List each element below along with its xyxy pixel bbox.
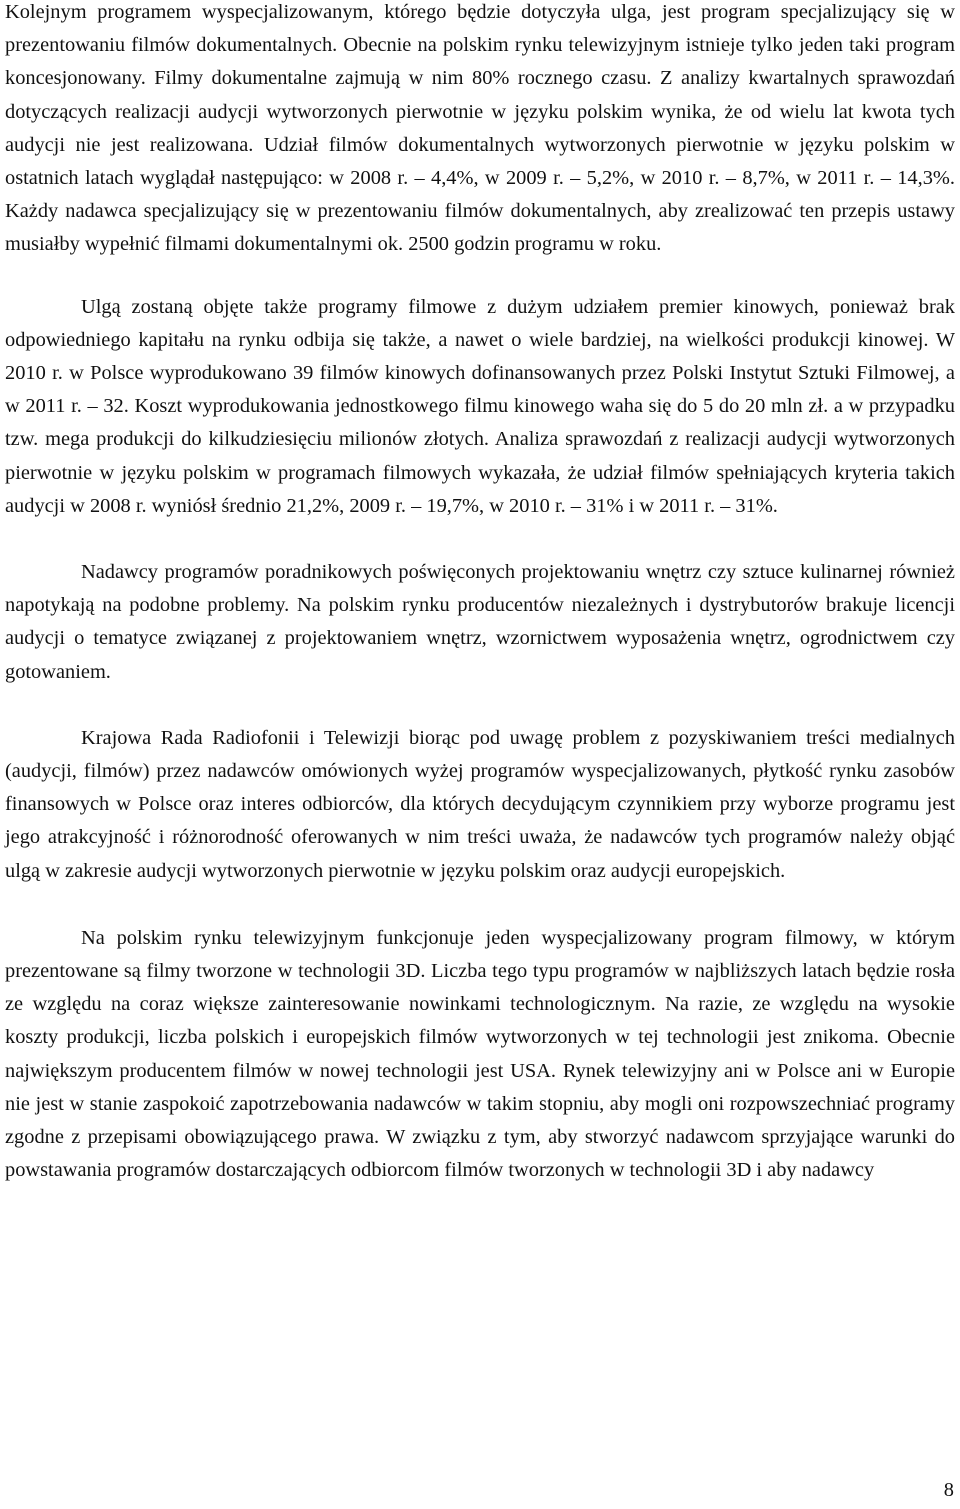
document-page (5, 0, 955, 1188)
page-number: 8 (943, 1479, 954, 1501)
paragraph-3d-programs: Na polskim rynku telewizyjnym funkcjonuje jeden wyspecjalizowany program filmowy, w którym prezentowane są filmy tworzone w technologii 3D. Liczba tego typu programów w najbliższych latach będzie rosła ze względu na coraz większe zainteresowanie nowinkami technologicznym. Na razie, ze względu na wysokie koszty produkcji, liczba polskich i europejskich filmów wytworzonych w tej technologii jest znikoma. Obecnie największym producentem filmów w nowej technologii jest USA. Rynek telewizyjny ani w Polsce ani w Europie nie jest w stanie zaspokoić zapotrzebowania nadawców w takim stopniu, aby mogli oni rozpowszechniać programy zgodne z przepisami obowiązującego prawa. W związku z tym, aby stworzyć nadawcom sprzyjające warunki do powstawania programów dostarczających odbiorcom filmów tworzonych w technologii 3D i aby nadawcy (5, 926, 955, 1182)
paragraph-film-programs: Ulgą zostaną objęte także programy filmowe z dużym udziałem premier kinowych, ponieważ brak odpowiedniego kapitału na rynku odbija się także, a nawet o wiele bardziej, na wielkości produkcji kinowej. W 2010 r. w Polsce wyprodukowano 39 filmów kinowych dofinansowanych przez Polski Instytut Sztuki Filmowej, a w 2011 r. – 32. Koszt wyprodukowania jednostkowego filmu kinowego waha się do 5 do 20 mln zł. a w przypadku tzw. mega produkcji do kilkudziesięciu milionów złotych. Analiza sprawozdań z realizacji audycji wytworzonych pierwotnie w języku polskim w programach filmowych wykazała, że udział filmów spełniających kryteria takich audycji w 2008 r. wyniósł średnio 21,2%, 2009 r. – 19,7%, w 2010 r. – 31% i w 2011 r. – 31%. (5, 295, 955, 517)
paragraph-documentary-programs: Kolejnym programem wyspecjalizowanym, którego będzie dotyczyła ulga, jest program specjalizujący się w prezentowaniu filmów dokumentalnych. Obecnie na polskim rynku telewizyjnym istnieje tylko jeden taki program koncesjonowany. Filmy dokumentalne zajmują w nim 80% rocznego czasu. Z analizy kwartalnych sprawozdań dotyczących realizacji audycji wytworzonych pierwotnie w języku polskim wynika, że od wielu lat kwota tych audycji nie jest realizowana. Udział filmów dokumentalnych wytworzonych pierwotnie w języku polskim w ostatnich latach wyglądał następująco: w 2008 r. – 4,4%, w 2009 r. – 5,2%, w 2010 r. – 8,7%, w 2011 r. – 14,3%. Każdy nadawca specjalizujący się w prezentowaniu filmów dokumentalnych, aby zrealizować ten przepis ustawy musiałby wypełnić filmami dokumentalnymi ok. 2500 godzin programu w roku. (5, 1, 955, 256)
paragraph-lifestyle-programs: Nadawcy programów poradnikowych poświęconych projektowaniu wnętrz czy sztuce kulinarnej również napotykają na podobne problemy. Na polskim rynku producentów niezależnych i dystrybutorów brakuje licencji audycji o tematyce związanej z projektowaniem wnętrz, wzornictwem wyposażenia wnętrz, ogrodnictwem czy gotowaniem. (5, 561, 955, 683)
paragraph-krrit-position: Krajowa Rada Radiofonii i Telewizji biorąc pod uwagę problem z pozyskiwaniem treści medialnych (audycji, filmów) przez nadawców omówionych wyżej programów wyspecjalizowanych, płytkość rynku zasobów finansowych w Polsce oraz interes odbiorców, dla których decydującym czynnikiem przy wyborze programu jest jego atrakcyjność i różnorodność oferowanych w nim treści uważa, że nadawców tych programów należy objąć ulgą w zakresie audycji wytworzonych pierwotnie w języku polskim oraz audycji europejskich. (5, 726, 955, 882)
